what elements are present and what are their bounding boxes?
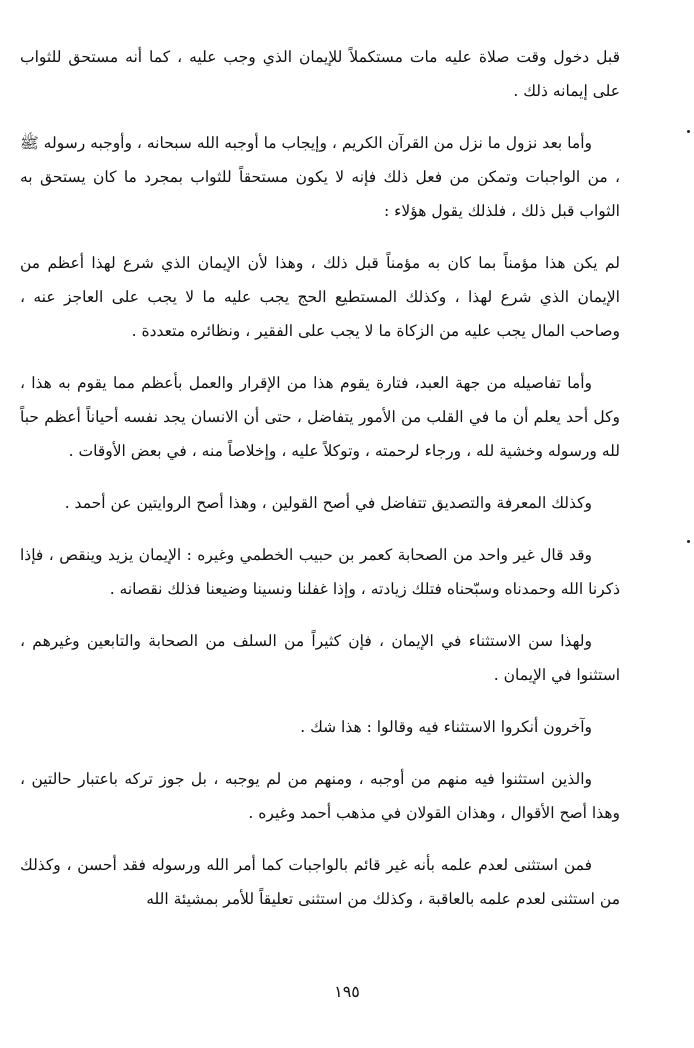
paragraph-4: وأما تفاصيله من جهة العبد، فتارة يقوم هذا من الإقرار والعمل بأعظم مما يقوم به هذا ، وكل أحد يعلم أن ما في القلب من الأمور يتفاضل ، حتى أن الانسان يجد نفسه أحياناً أعظم حباً لله ورسوله وخشية لله ، ورجاء لرحمته ، وتوكلاً عليه ، وإخلاصاً منه ، في بعض الأوقات . (20, 374, 620, 460)
book-page (20, 40, 620, 980)
margin-dot (687, 130, 690, 133)
paragraph-7: ولهذا سن الاستثناء في الإيمان ، فإن كثيراً من السلف من الصحابة والتابعين وغيرهم ، استثنوا في الإيمان . (20, 632, 620, 684)
margin-dot (687, 540, 690, 543)
paragraph-5: وكذلك المعرفة والتصديق تتفاضل في أصح القولين ، وهذا أصح الروايتين عن أحمد . (64, 494, 592, 512)
paragraph-2: وأما بعد نزول ما نزل من القرآن الكريم ، وإيجاب ما أوجبه الله سبحانه ، وأوجبه رسوله ﷺ ، من الواجبات وتمكن من فعل ذلك فإنه لا يكون مستحقاً للثواب بمجرد ما كان يستحق به الثواب قبل ذلك ، فلذلك يقول هؤلاء : (20, 134, 620, 220)
paragraph-9: والذين استثنوا فيه منهم من أوجبه ، ومنهم من لم يوجبه ، بل جوز تركه باعتبار حالتين ، وهذا أصح الأقوال ، وهذان القولان في مذهب أحمد وغيره . (20, 770, 620, 822)
paragraph-3: لم يكن هذا مؤمناً بما كان به مؤمناً قبل ذلك ، وهذا لأن الإيمان الذي شرع لهذا أعظم من الإيمان الذي شرع لهذا ، وكذلك المستطيع الحج يجب عليه ما لا يجب على العاجز عنه ، وصاحب المال يجب عليه من الزكاة ما لا يجب على الفقير ، ونظائره متعددة . (20, 254, 620, 340)
page-number: ١٩٥ (334, 982, 360, 1001)
paragraph-8: وآخرون أنكروا الاستثناء فيه وقالوا : هذا شك . (300, 718, 592, 736)
paragraph-1: قبل دخول وقت صلاة عليه مات مستكملاً للإيمان الذي وجب عليه ، كما أنه مستحق للثواب على إيمانه ذلك . (20, 48, 620, 100)
paragraph-6: وقد قال غير واحد من الصحابة كعمر بن حبيب الخطمي وغيره : الإيمان يزيد وينقص ، فإذا ذكرنا الله وحمدناه وسبّحناه فتلك زيادته ، وإذا غفلنا ونسينا وضيعنا فذلك نقصانه . (20, 546, 620, 598)
paragraph-10: فمن استثنى لعدم علمه بأنه غير قائم بالواجبات كما أمر الله ورسوله فقد أحسن ، وكذلك من استثنى لعدم علمه بالعاقبة ، وكذلك من استثنى تعليقاً للأمر بمشيئة الله (20, 856, 620, 908)
